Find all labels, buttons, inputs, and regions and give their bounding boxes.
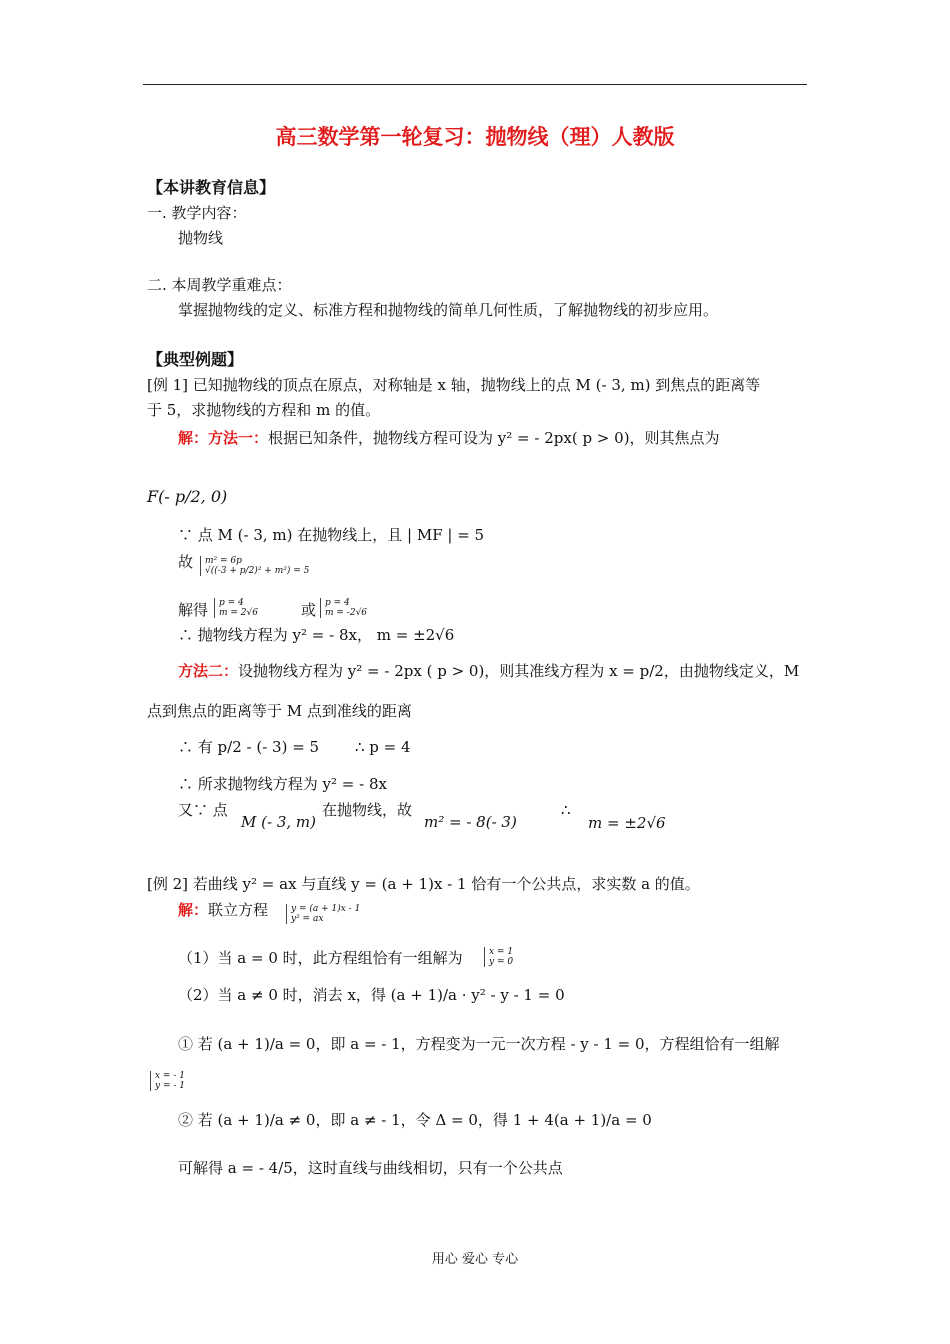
method2-text: 设抛物线方程为 y² = - 2px ( p > 0)，则其准线方程为 x = p/2，由抛物线定义，M <box>238 662 800 680</box>
item-key-points: 二. 本周教学重难点： <box>147 276 292 294</box>
method2-label: 方法二： <box>178 662 239 680</box>
example2-line: [例 2] 若曲线 y² = ax 与直线 y = (a + 1)x - 1 恰有一个公共点，求实数 a 的值。 <box>147 875 700 893</box>
solution2-eq2: m = -2√6 <box>325 608 368 618</box>
footer-text: 用心 爱心 专心 <box>431 1252 519 1267</box>
method2-line2: 点到焦点的距离等于 M 点到准线的距离 <box>147 702 412 720</box>
solution2-eq1: p = 4 <box>325 598 350 608</box>
method2-last-d: m² = - 8(- 3) <box>424 813 517 831</box>
huo-label: 或 <box>301 601 317 619</box>
section-heading-info: 【本讲教育信息】 <box>147 178 276 197</box>
method1-label: 解：方法一： <box>178 429 269 447</box>
method1-line <box>178 428 720 448</box>
solution1 <box>214 598 258 618</box>
case1-line: （1）当 a = 0 时，此方程组恰有一组解为 <box>178 949 463 967</box>
method2-last-c: 在抛物线，故 <box>322 801 413 819</box>
case1-solution <box>484 947 513 967</box>
solution1-eq2: m = 2√6 <box>219 608 258 618</box>
since-line: ∵ 点 M (- 3, m) 在抛物线上，且 | MF | = 5 <box>178 526 485 544</box>
subcase1-solution-eq2: y = - 1 <box>155 1081 185 1091</box>
item-teaching-content-text: 抛物线 <box>178 229 224 247</box>
method2-line <box>178 661 799 681</box>
subcase1-line: ① 若 (a + 1)/a = 0，即 a = - 1，方程变为一元一次方程 - y - 1 = 0，方程组恰有一组解 <box>178 1035 780 1053</box>
example2-system-eq2: y² = ax <box>291 914 324 924</box>
method2-last-e: ∴ <box>561 801 571 819</box>
subcase2-line: ② 若 (a + 1)/a ≠ 0，即 a ≠ - 1，令 Δ = 0，得 1 + 4(a + 1)/a = 0 <box>178 1111 652 1129</box>
solution2 <box>320 598 367 618</box>
gu-label: 故 <box>178 553 194 571</box>
case1-solution-eq2: y = 0 <box>489 957 514 967</box>
section-heading-examples: 【典型例题】 <box>147 350 244 369</box>
system1 <box>200 556 309 576</box>
example1-line2: 于 5，求抛物线的方程和 m 的值。 <box>147 401 381 419</box>
method2-last-f: m = ±2√6 <box>588 814 666 832</box>
example2-solution-text: 联立方程 <box>208 901 269 919</box>
example2-solution-label: 解： <box>178 901 209 919</box>
case1-solution-eq1: x = 1 <box>489 947 514 957</box>
header-rule <box>143 84 807 85</box>
subcase1-solution <box>150 1071 185 1091</box>
example2-system <box>286 904 360 924</box>
focus-formula: F(- p/2, 0) <box>147 487 228 506</box>
method1-text: 根据已知条件，抛物线方程可设为 y² = - 2px( p > 0)，则其焦点为 <box>268 429 720 447</box>
item-teaching-content: 一. 教学内容： <box>147 204 247 222</box>
system1-eq2: √((-3 + p/2)² + m²) = 5 <box>205 566 310 576</box>
system1-eq1: m² = 6p <box>205 556 242 566</box>
solution1-eq1: p = 4 <box>219 598 244 608</box>
method2-result: ∴ 所求抛物线方程为 y² = - 8x <box>178 775 387 793</box>
method2-last-b: M (- 3, m) <box>241 813 316 831</box>
method2-last-a: 又∵ 点 <box>178 801 228 819</box>
method2-calc2: ∴ p = 4 <box>355 738 411 756</box>
case2-line: （2）当 a ≠ 0 时，消去 x，得 (a + 1)/a · y² - y - 1 = 0 <box>178 986 565 1004</box>
item-key-points-text: 掌握抛物线的定义、标准方程和抛物线的简单几何性质，了解抛物线的初步应用。 <box>178 301 719 319</box>
subcase1-solution-eq1: x = - 1 <box>155 1071 185 1081</box>
example1-line1: [例 1] 已知抛物线的顶点在原点，对称轴是 x 轴，抛物线上的点 M (- 3, m) 到焦点的距离等 <box>147 376 761 394</box>
example2-solution <box>178 900 268 920</box>
final-line: 可解得 a = - 4/5，这时直线与曲线相切，只有一个公共点 <box>178 1159 563 1177</box>
therefore-line1: ∴ 抛物线方程为 y² = - 8x， m = ±2√6 <box>178 626 455 644</box>
example2-system-eq1: y = (a + 1)x - 1 <box>291 904 361 914</box>
method2-calc1: ∴ 有 p/2 - (- 3) = 5 <box>178 738 320 756</box>
jiede-label: 解得 <box>178 601 209 619</box>
page-title: 高三数学第一轮复习：抛物线（理）人教版 <box>275 125 675 149</box>
